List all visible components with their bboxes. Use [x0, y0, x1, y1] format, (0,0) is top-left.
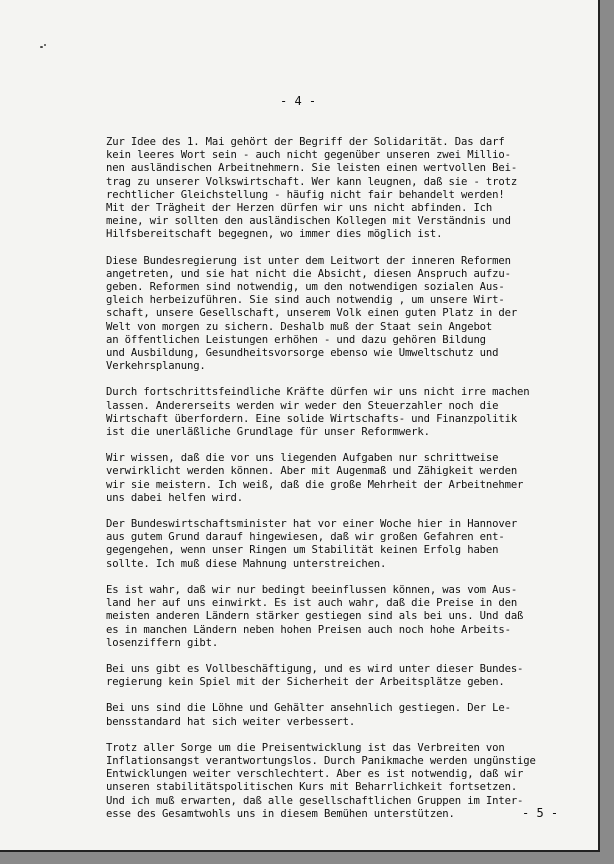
- text-line: es in manchen Ländern neben hohen Preisen auch noch hohe Arbeits-: [106, 623, 511, 636]
- text-line: ist die unerläßliche Grundlage für unser Reformwerk.: [106, 426, 430, 439]
- paragraph: [106, 255, 588, 374]
- text-line: schaft, unsere Gesellschaft, unserem Volk einen guten Platz in der: [106, 307, 518, 320]
- text-line: unseren stabilitätspolitischen Kurs mit Beharrlichkeit fortsetzen.: [106, 781, 518, 794]
- paragraph: [106, 452, 588, 505]
- text-line: Der Bundeswirtschaftsminister hat vor einer Woche hier in Hannover: [106, 518, 518, 531]
- text-line: Mit der Trägheit der Herzen dürfen wir uns nicht abfinden. Ich: [106, 202, 493, 215]
- text-line: losenziffern gibt.: [106, 636, 219, 649]
- text-line: Wirtschaft überfordern. Eine solide Wirtschafts- und Finanzpolitik: [106, 412, 518, 425]
- text-line: meine, wir sollten den ausländischen Kollegen mit Verständnis und: [106, 215, 511, 228]
- text-line: Hilfsbereitschaft begegnen, wo immer dies möglich ist.: [106, 228, 443, 241]
- text-line: rechtlicher Gleichstellung - häufig nicht fair behandelt werden!: [106, 188, 505, 201]
- text-line: Es ist wahr, daß wir nur bedingt beeinflussen können, was vom Aus-: [106, 583, 518, 596]
- text-line: gegengehen, wenn unser Ringen um Stabilität keinen Erfolg haben: [106, 544, 499, 557]
- text-line: gleich herbeizuführen. Sie sind auch notwendig , um unsere Wirt-: [106, 294, 505, 307]
- text-line: Bei uns gibt es Vollbeschäftigung, und es wird unter dieser Bundes-: [106, 662, 524, 675]
- text-line: Welt von morgen zu sichern. Deshalb muß der Staat sein Angebot: [106, 320, 493, 333]
- paragraph: [106, 386, 588, 439]
- text-line: geben. Reformen sind notwendig, um den notwendigen sozialen Aus-: [106, 281, 505, 294]
- text-line: Diese Bundesregierung ist unter dem Leitwort der inneren Reformen: [106, 254, 511, 267]
- text-line: meisten anderen Ländern stärker gestiegen sind als bei uns. Und daß: [106, 610, 524, 623]
- text-line: Und ich muß erwarten, daß alle gesellschaftlichen Gruppen im Inter-: [106, 794, 524, 807]
- text-line: Entwicklungen weiter verschlechtert. Aber es ist notwendig, daß wir: [106, 768, 524, 781]
- paragraph: [106, 742, 588, 821]
- text-line: an öffentlichen Leistungen erhöhen - und dazu gehören Bildung: [106, 333, 486, 346]
- scan-speck: [40, 46, 43, 48]
- text-line: trag zu unserer Volkswirtschaft. Wer kann leugnen, daß sie - trotz: [106, 175, 518, 188]
- paragraph: [106, 136, 588, 242]
- text-line: nen ausländischen Arbeitnehmern. Sie leisten einen wertvollen Bei-: [106, 162, 518, 175]
- next-page-marker: - 5 -: [522, 806, 559, 820]
- text-line: aus gutem Grund darauf hingewiesen, daß wir großen Gefahren ent-: [106, 531, 505, 544]
- text-line: und Ausbildung, Gesundheitsvorsorge ebenso wie Umweltschutz und: [106, 347, 499, 360]
- text-line: verwirklicht werden können. Aber mit Augenmaß und Zähigkeit werden: [106, 465, 518, 478]
- text-line: regierung kein Spiel mit der Sicherheit der Arbeitsplätze geben.: [106, 676, 505, 689]
- scan-speck: [44, 44, 46, 46]
- paragraph: [106, 702, 588, 728]
- text-line: wir sie meistern. Ich weiß, daß die große Mehrheit der Arbeitnehmer: [106, 478, 524, 491]
- paragraph: [106, 663, 588, 689]
- paragraph: [106, 518, 588, 571]
- text-line: lassen. Andererseits werden wir weder den Steuerzahler noch die: [106, 399, 499, 412]
- text-line: kein leeres Wort sein - auch nicht gegenüber unseren zwei Millio-: [106, 149, 511, 162]
- text-line: esse des Gesamtwohls uns in diesem Bemühen unterstützen.: [106, 807, 455, 820]
- text-line: Durch fortschrittsfeindliche Kräfte dürfen wir uns nicht irre machen: [106, 386, 530, 399]
- body-text: [106, 136, 588, 834]
- text-line: sollte. Ich muß diese Mahnung unterstreichen.: [106, 557, 387, 570]
- page-number: - 4 -: [280, 94, 317, 108]
- text-line: land her auf uns einwirkt. Es ist auch wahr, daß die Preise in den: [106, 597, 518, 610]
- text-line: Verkehrsplanung.: [106, 360, 206, 373]
- text-line: Inflationsangst verantwortungslos. Durch Panikmache werden ungünstige: [106, 754, 536, 767]
- text-line: Zur Idee des 1. Mai gehört der Begriff der Solidarität. Das darf: [106, 136, 505, 148]
- text-line: angetreten, und sie hat nicht die Absicht, diesen Anspruch aufzu-: [106, 267, 511, 280]
- text-line: Bei uns sind die Löhne und Gehälter ansehnlich gestiegen. Der Le-: [106, 702, 511, 715]
- text-line: Trotz aller Sorge um die Preisentwicklung ist das Verbreiten von: [106, 741, 505, 754]
- text-line: uns dabei helfen wird.: [106, 491, 244, 504]
- paragraph: [106, 584, 588, 650]
- text-line: bensstandard hat sich weiter verbessert.: [106, 715, 356, 728]
- text-line: Wir wissen, daß die vor uns liegenden Aufgaben nur schrittweise: [106, 452, 499, 465]
